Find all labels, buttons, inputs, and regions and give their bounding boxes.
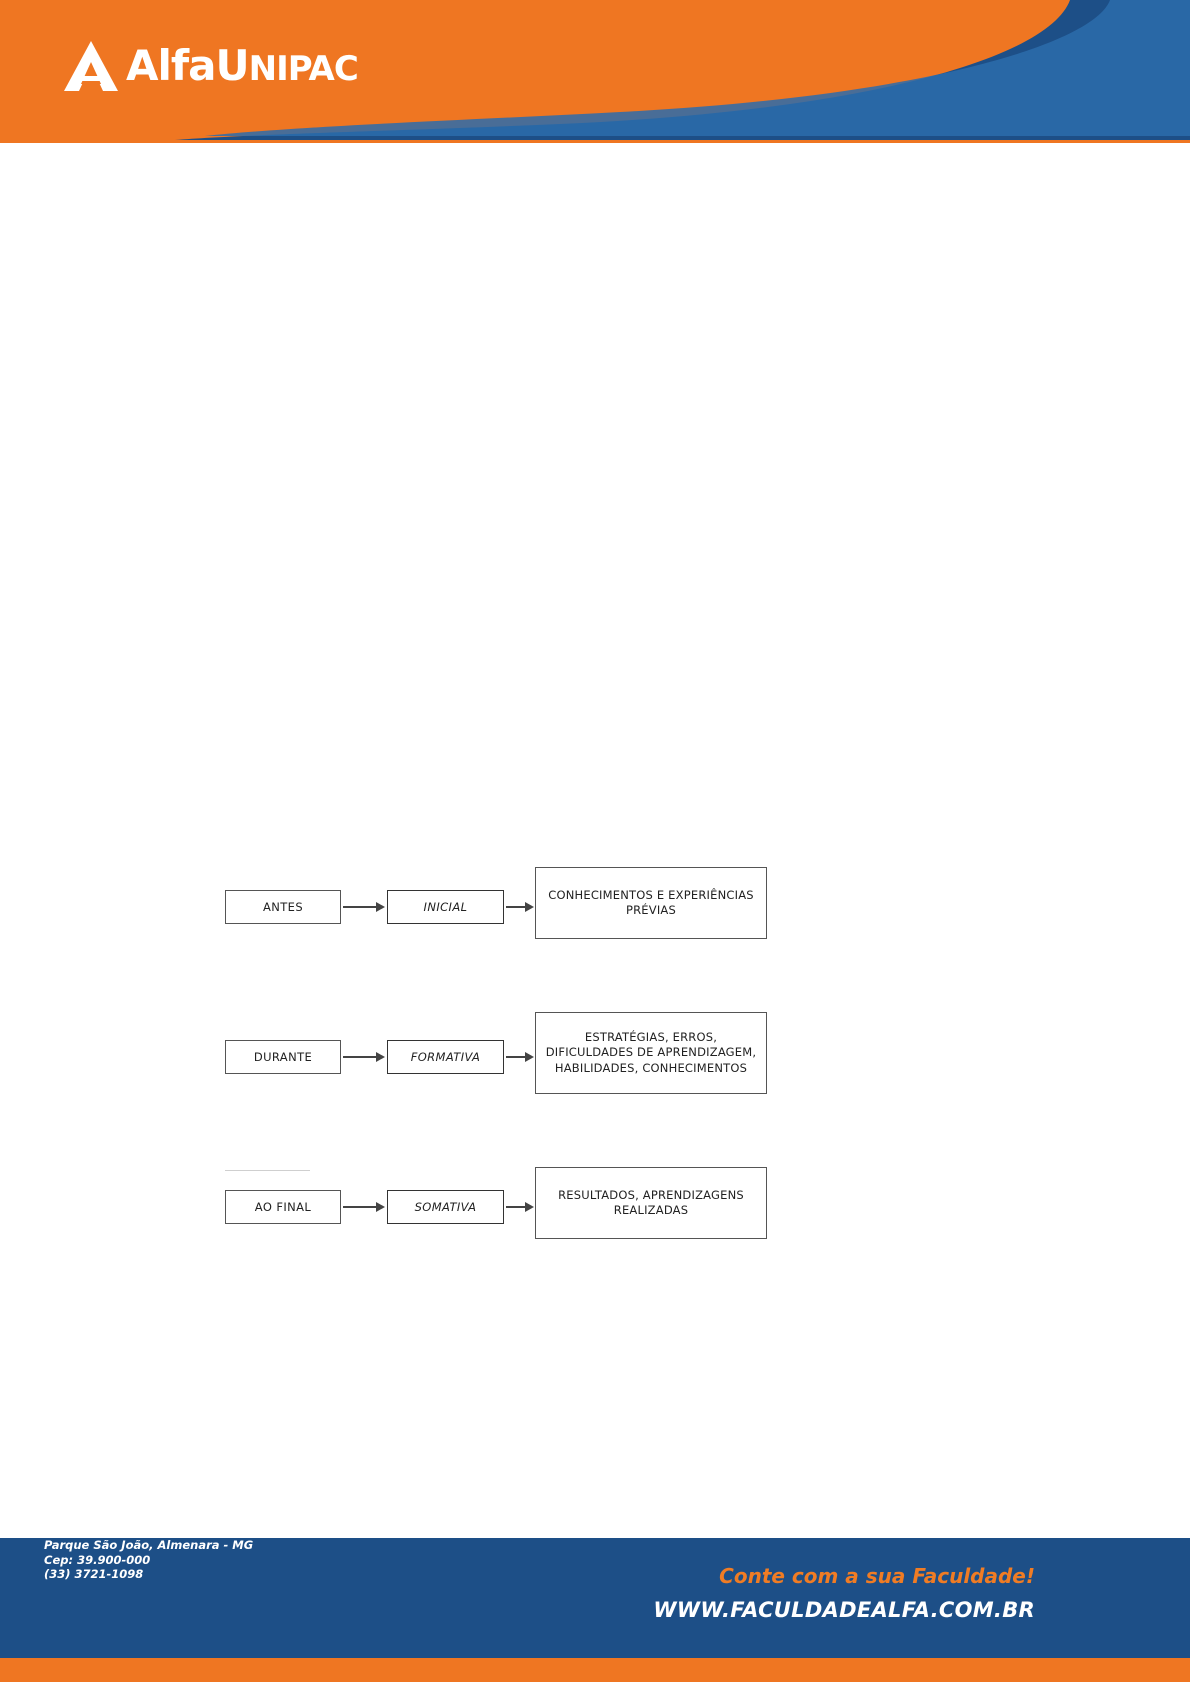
- assessment-type-box: INICIAL: [387, 890, 504, 924]
- page-content: [0, 150, 1190, 1420]
- arrow-icon: [506, 902, 535, 912]
- assessment-types-diagram: [225, 870, 785, 1320]
- assessment-type-box: SOMATIVA: [387, 1190, 504, 1224]
- brand-logo: [62, 38, 358, 94]
- arrow-icon: [506, 1202, 535, 1212]
- footer-address: [44, 1508, 253, 1582]
- description-box: RESULTADOS, APRENDIZAGENS REALIZADAS: [535, 1167, 767, 1239]
- assessment-type-box: FORMATIVA: [387, 1040, 504, 1074]
- logo-wordmark: [126, 41, 358, 90]
- page-header: [0, 0, 1190, 150]
- arrow-icon: [343, 902, 387, 912]
- diagram-row: [225, 1020, 785, 1095]
- arrow-icon: [343, 1202, 387, 1212]
- divider-line: [225, 1170, 310, 1171]
- timing-box: AO FINAL: [225, 1190, 341, 1224]
- diagram-row: [225, 870, 785, 945]
- footer-website-link[interactable]: WWW.FACULDADEALFA.COM.BR: [653, 1598, 1035, 1622]
- footer-address-line: Rua Mário José de Souza, 11: [44, 1523, 227, 1538]
- footer-phone: (33) 3721-1098: [44, 1567, 144, 1582]
- page-footer: [0, 1420, 1190, 1682]
- footer-callout: [653, 1564, 1035, 1622]
- footer-address-line: Alfa - Faculdade de Almenara: [44, 1508, 234, 1523]
- arrow-icon: [343, 1052, 387, 1062]
- description-box: ESTRATÉGIAS, ERROS, DIFICULDADES DE APRENDIZAGEM, HABILIDADES, CONHECIMENTOS: [535, 1012, 767, 1094]
- diagram-row: [225, 1170, 785, 1245]
- timing-box: ANTES: [225, 890, 341, 924]
- footer-tagline: Conte com a sua Faculdade!: [719, 1564, 1035, 1588]
- footer-address-line: Cep: 39.900-000: [44, 1552, 151, 1567]
- timing-box: DURANTE: [225, 1040, 341, 1074]
- arrow-icon: [506, 1052, 535, 1062]
- logo-word-alfa: Alfa: [126, 41, 216, 90]
- logo-word-u: U: [215, 41, 249, 90]
- footer-address-line: Parque São João, Almenara - MG: [44, 1537, 254, 1552]
- footer-orange-band: [0, 1658, 1190, 1682]
- logo-word-nipac: NIPAC: [248, 49, 358, 89]
- description-box: CONHECIMENTOS E EXPERIÊNCIAS PRÉVIAS: [535, 867, 767, 939]
- alfa-logo-icon: [62, 38, 120, 94]
